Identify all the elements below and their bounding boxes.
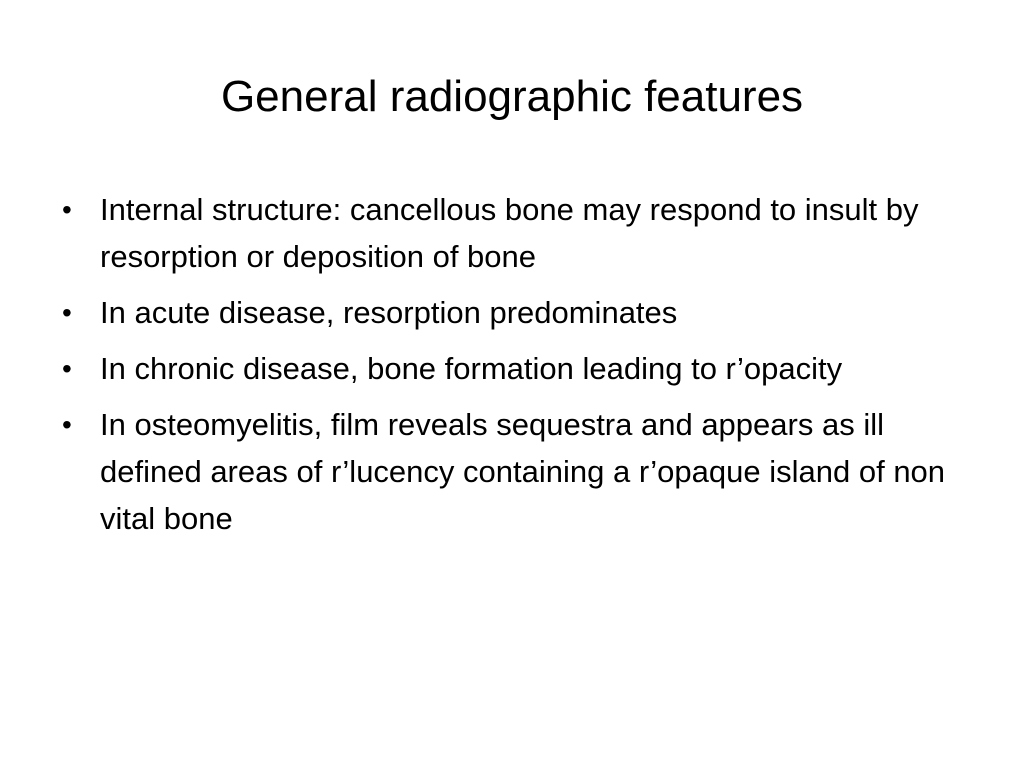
list-item <box>58 186 968 280</box>
list-item-text: In osteomyelitis, film reveals sequestra and appears as ill defined areas of r’lucency containing a r’opaque island of non vital bone <box>100 407 946 536</box>
list-item <box>58 401 968 542</box>
list-item-text: In chronic disease, bone formation leading to r’opacity <box>100 351 843 386</box>
bullet-icon: • <box>62 194 72 225</box>
bullet-icon: • <box>62 409 72 440</box>
bullet-icon: • <box>62 353 72 384</box>
list-item <box>58 345 968 392</box>
list-item <box>58 289 968 336</box>
bullet-icon: • <box>62 297 72 328</box>
list-item-text: Internal structure: cancellous bone may respond to insult by resorption or deposition of bone <box>100 192 919 274</box>
list-item-text: In acute disease, resorption predominates <box>100 295 678 330</box>
bullet-list <box>58 186 968 551</box>
slide-title: General radiographic features <box>220 72 804 121</box>
